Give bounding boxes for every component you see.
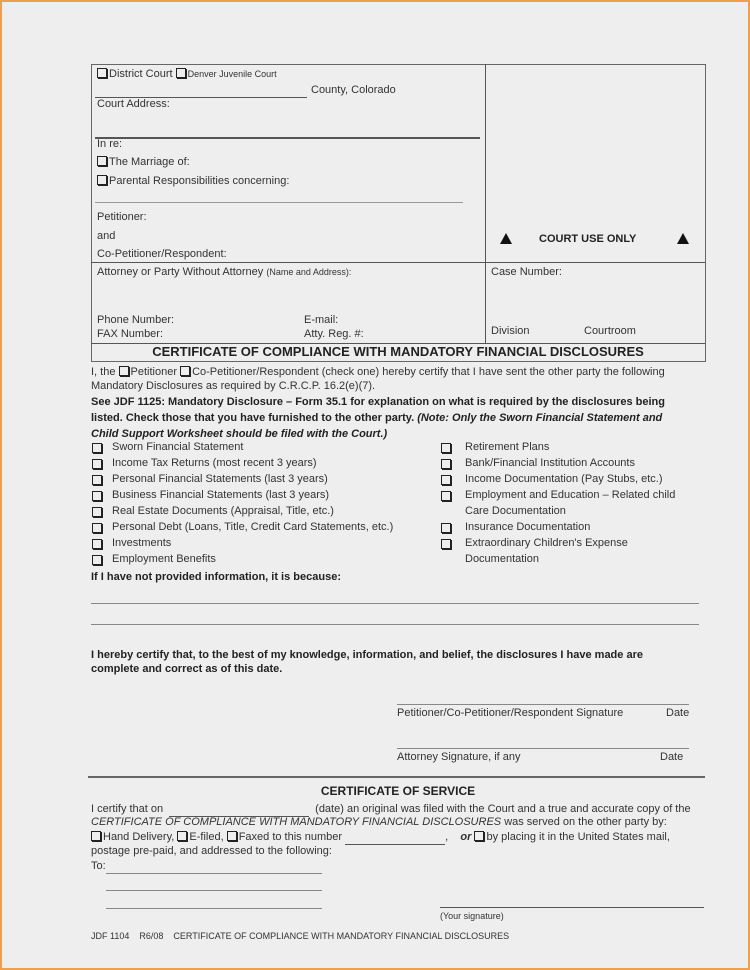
label: Denver Juvenile Court	[187, 69, 277, 79]
checkbox[interactable]	[97, 68, 107, 78]
co-petitioner-label: Co-Petitioner/Respondent:	[97, 248, 227, 260]
footer	[91, 930, 509, 943]
address-line[interactable]	[106, 873, 322, 874]
disclosure-item: Retirement Plans	[465, 441, 550, 453]
text: was served on the other party by:	[504, 816, 667, 828]
footer-title: CERTIFICATE OF COMPLIANCE WITH MANDATORY FINANCIAL DISCLOSURES	[173, 931, 510, 941]
phone-label: Phone Number:	[97, 314, 175, 326]
court-address-label: Court Address:	[97, 98, 170, 110]
disclosure-checkbox[interactable]	[92, 459, 102, 469]
label: Parental Responsibilities concerning:	[109, 175, 290, 187]
disclosure-checkbox[interactable]	[92, 523, 102, 533]
disclosure-item: Insurance Documentation	[465, 521, 591, 533]
triangle-icon	[500, 233, 512, 244]
intro-line-1	[91, 366, 665, 379]
county-label: County, Colorado	[311, 84, 396, 96]
form-number: JDF 1104	[91, 931, 130, 941]
label: Attorney or Party Without Attorney	[97, 266, 264, 278]
division-label: Division	[491, 325, 530, 337]
petitioner-label: Petitioner:	[97, 211, 147, 223]
disclosure-item: Sworn Financial Statement	[112, 441, 244, 453]
section-divider	[88, 776, 705, 778]
disclosure-item: Personal Financial Statements (last 3 years)	[112, 473, 328, 485]
disclosure-checkbox[interactable]	[441, 539, 451, 549]
disclosure-checkbox[interactable]	[92, 539, 102, 549]
text: Faxed to this number	[238, 831, 343, 843]
caption-box	[91, 64, 706, 362]
item-continuation: Documentation	[465, 553, 539, 565]
divider	[485, 64, 486, 343]
text: (date) an original was filed with the Court and a true and accurate copy of the	[315, 803, 691, 815]
see-jdf-line: See JDF 1125: Mandatory Disclosure – Form 35.1 for explanation on what is required by the disclosures being	[91, 396, 665, 408]
parental-option[interactable]	[97, 175, 289, 188]
courtroom-label: Courtroom	[584, 325, 636, 337]
divider	[91, 262, 705, 263]
address-line[interactable]	[106, 908, 322, 909]
instruction-line	[91, 412, 662, 425]
and-label: and	[97, 230, 116, 242]
your-signature-line[interactable]	[440, 907, 704, 908]
checkbox[interactable]	[176, 68, 186, 78]
fax-label: FAX Number:	[97, 328, 164, 340]
attorney-signature-label: Attorney Signature, if any	[397, 751, 521, 763]
fax-blank[interactable]	[345, 831, 445, 845]
reason-line[interactable]	[91, 603, 699, 604]
triangle-icon	[677, 233, 689, 244]
date-label: Date	[660, 751, 684, 763]
text: CERTIFICATE OF COMPLIANCE WITH MANDATORY FINANCIAL DISCLOSURES	[91, 816, 502, 828]
label: The Marriage of:	[109, 156, 190, 168]
district-court-option[interactable]	[97, 68, 277, 81]
text: I certify that on	[91, 803, 164, 815]
attorney-signature-line[interactable]	[397, 748, 689, 749]
service-line-2	[91, 816, 667, 829]
faxed-checkbox[interactable]	[227, 831, 237, 841]
disclosure-checkbox[interactable]	[441, 491, 451, 501]
court-use-only: COURT USE ONLY	[539, 233, 637, 245]
text: E-filed,	[189, 831, 224, 843]
disclosure-checkbox[interactable]	[92, 507, 102, 517]
disclosure-checkbox[interactable]	[92, 475, 102, 485]
divider	[95, 137, 480, 139]
disclosure-checkbox[interactable]	[92, 555, 102, 565]
service-line-1	[91, 803, 705, 817]
efiled-checkbox[interactable]	[177, 831, 187, 841]
disclosure-item: Extraordinary Children's Expense	[465, 537, 628, 549]
revision: R6/08	[139, 931, 164, 941]
your-signature-label: (Your signature)	[440, 911, 504, 921]
note: (Note: Only the Sworn Financial Statement and	[417, 412, 663, 424]
text: Petitioner	[130, 366, 178, 378]
checkbox[interactable]	[97, 175, 107, 185]
disclosure-item: Personal Debt (Loans, Title, Credit Card Statements, etc.)	[112, 521, 394, 533]
hand-delivery-checkbox[interactable]	[91, 831, 101, 841]
service-title: CERTIFICATE OF SERVICE	[320, 784, 476, 798]
disclosure-checkbox[interactable]	[92, 491, 102, 501]
disclosure-item: Income Tax Returns (most recent 3 years)	[112, 457, 317, 469]
service-line-3: Hand Delivery, E-filed, Faxed to this number , or by placing it in the United States mail,	[91, 831, 670, 845]
intro-line-2: Mandatory Disclosures as required by C.R.C.P. 16.2(e)(7).	[91, 380, 376, 392]
attorney-label	[97, 266, 351, 279]
checkbox[interactable]	[97, 156, 107, 166]
to-label: To:	[91, 860, 106, 872]
disclosure-item: Real Estate Documents (Appraisal, Title, etc.)	[112, 505, 334, 517]
petitioner-checkbox[interactable]	[119, 366, 129, 376]
email-label: E-mail:	[304, 314, 339, 326]
not-provided-label: If I have not provided information, it is because:	[91, 571, 341, 583]
disclosure-checkbox[interactable]	[441, 523, 451, 533]
party-signature-line[interactable]	[397, 704, 689, 705]
text: I, the	[91, 366, 116, 378]
disclosure-item: Employment and Education – Related child	[465, 489, 676, 501]
text: or	[460, 831, 472, 843]
mail-checkbox[interactable]	[474, 831, 484, 841]
text: Hand Delivery,	[103, 831, 175, 843]
text: by placing it in the United States mail,	[486, 831, 670, 843]
disclosure-item: Bank/Financial Institution Accounts	[465, 457, 635, 469]
atty-reg-label: Atty. Reg. #:	[304, 328, 364, 340]
disclosure-checkbox[interactable]	[441, 459, 451, 469]
certify-line-1: I hereby certify that, to the best of my knowledge, information, and belief, the disclosures I have made are	[91, 649, 643, 661]
divider	[95, 202, 463, 203]
in-re-label: In re:	[97, 138, 123, 150]
case-number-label: Case Number:	[491, 266, 562, 278]
disclosure-checkbox[interactable]	[441, 443, 451, 453]
disclosure-item: Business Financial Statements (last 3 years)	[112, 489, 330, 501]
marriage-option[interactable]	[97, 156, 190, 169]
disclosure-item: Employment Benefits	[112, 553, 216, 565]
service-line-4: postage pre-paid, and addressed to the following:	[91, 845, 332, 857]
note-line: Child Support Worksheet should be filed with the Court.)	[91, 428, 388, 440]
text: listed. Check those that you have furnished to the other party.	[91, 412, 415, 424]
disclosure-item: Income Documentation (Pay Stubs, etc.)	[465, 473, 663, 485]
label: District Court	[109, 68, 173, 80]
party-signature-label: Petitioner/Co-Petitioner/Respondent Signature	[397, 707, 624, 719]
disclosure-item: Investments	[112, 537, 172, 549]
address-line[interactable]	[106, 890, 322, 891]
disclosure-checkbox[interactable]	[441, 475, 451, 485]
item-continuation: Care Documentation	[465, 505, 566, 517]
disclosure-checkbox[interactable]	[92, 443, 102, 453]
co-petitioner-checkbox[interactable]	[180, 366, 190, 376]
text: Co-Petitioner/Respondent (check one) hereby certify that I have sent the other party the following	[192, 366, 665, 378]
date-blank[interactable]	[169, 803, 309, 817]
reason-line[interactable]	[91, 624, 699, 625]
certify-line-2: complete and correct as of this date.	[91, 663, 283, 675]
label-note: (Name and Address):	[266, 267, 352, 277]
date-label: Date	[666, 707, 690, 719]
page-title: CERTIFICATE OF COMPLIANCE WITH MANDATORY FINANCIAL DISCLOSURES	[152, 344, 644, 359]
